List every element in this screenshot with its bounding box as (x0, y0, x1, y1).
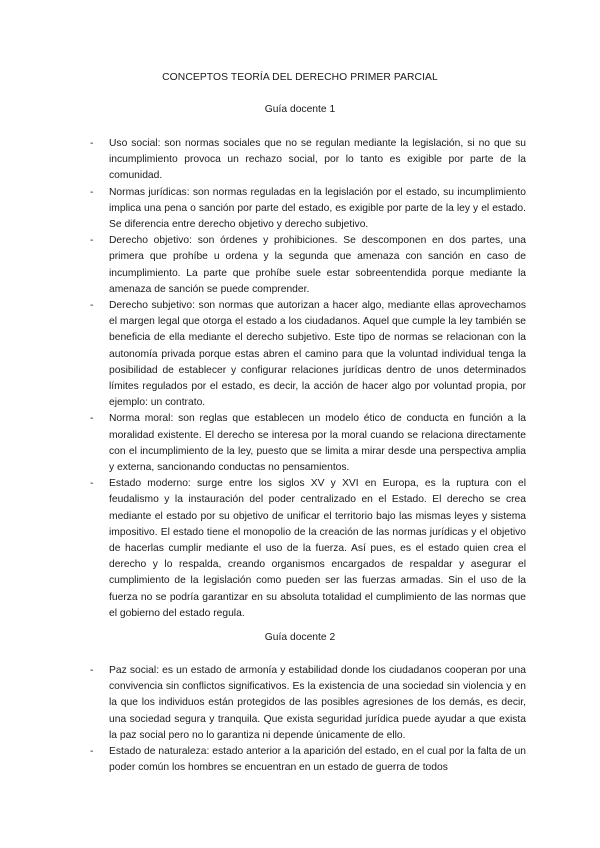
section-heading-guia-2: Guía docente 2 (264, 632, 336, 643)
bullet-dash: - (90, 186, 94, 198)
bullet-dash: - (90, 478, 94, 490)
list-item-text: Estado moderno: surge entre los siglos XV y XVI en Europa, es la ruptura con el feudalismo y la instauración del poder centralizado en el Estado. El derecho se crea mediante el estado por su objetivo de unificar el territorio bajo las mismas leyes y sistema impositivo. El estado tiene el monopolio de la creación de las normas jurídicas y el objetivo de hacerlas cumplir mediante el uso de la fuerza. Así pues, es el estado quien crea el derecho y lo respalda, creando organismos encargados de respaldar y asegurar el cumplimiento de la legislación como pueden ser las fuerzas armadas. Sin el uso de la fuerza no se podría garantizar en su absoluta totalidad el cumplimiento de las normas que el gobierno del estado regula. (109, 478, 526, 619)
list-item-text: Derecho subjetivo: son normas que autorizan a hacer algo, mediante ellas aprovechamos el margen legal que otorga el estado a los ciudadanos. Aquel que cumple la ley también se beneficia de ella mediante el derecho subjetivo. Este tipo de normas se relacionan con la autonomía privada porque estas abren el camino para que la voluntad individual tenga la posibilidad de establecer y configurar relaciones jurídicas dentro de unos determinados límites regulados por el estado, es decir, la acción de hacer algo por voluntad propia, por ejemplo: un contrato. (109, 300, 526, 409)
list-item-text: Paz social: es un estado de armonía y estabilidad donde los ciudadanos cooperan por una convivencia sin conflictos significativos. Es la existencia de una sociedad sin violencia y en la que los individuos están protegidos de las posibles agresiones de los demás, es decir, una sociedad segura y tranquila. Que exista seguridad jurídica puede ayudar a que exista la paz social pero no lo garantiza ni depende únicamente de ello. (109, 665, 526, 741)
list-item-text: Estado de naturaleza: estado anterior a la aparición del estado, en el cual por la falta de un poder común los hombres se encuentran en un estado de guerra de todos (109, 746, 526, 774)
list-item (0, 233, 600, 298)
bullet-dash: - (90, 746, 94, 758)
definition-list-guia-1 (0, 136, 600, 622)
list-item (0, 663, 600, 744)
list-item (0, 744, 600, 776)
definition-list-guia-2 (0, 663, 600, 776)
list-item (0, 185, 600, 234)
document-title: CONCEPTOS TEORÍA DEL DERECHO PRIMER PARCIAL (162, 72, 438, 83)
section-heading-guia-1: Guía docente 1 (264, 104, 336, 115)
bullet-dash: - (90, 665, 94, 676)
bullet-dash: - (90, 235, 94, 247)
list-item-text: Uso social: son normas sociales que no se regulan mediante la legislación, si no que su incumplimiento provoca un rechazo social, por lo tanto es exigible por parte de la comunidad. (109, 138, 526, 182)
list-item (0, 136, 600, 185)
list-item-text: Normas jurídicas: son normas reguladas en la legislación por el estado, su incumplimiento implica una pena o sanción por parte del estado, es exigible por parte de la ley y el estado. Se diferencia entre derecho objetivo y derecho subjetivo. (109, 186, 526, 231)
bullet-dash: - (90, 413, 94, 425)
list-item-text: Derecho objetivo: son órdenes y prohibiciones. Se descomponen en dos partes, una primera que prohíbe u ordena y la segunda que amenaza con sanción en caso de incumplimiento. La parte que prohíbe suele estar sobreentendida porque mediante la amenaza de sanción se puede comprender. (109, 235, 526, 295)
list-item (0, 476, 600, 622)
list-item (0, 298, 600, 411)
bullet-dash: - (90, 138, 94, 149)
list-item-text: Norma moral: son reglas que establecen un modelo ético de conducta en función a la moralidad existente. El derecho se interesa por la moral cuando se relaciona directamente con el incumplimiento de la ley, puesto que se limita a mirar desde una perspectiva amplia y externa, sancionando conductas no pensamientos. (109, 413, 526, 474)
bullet-dash: - (90, 300, 94, 312)
list-item (0, 411, 600, 476)
